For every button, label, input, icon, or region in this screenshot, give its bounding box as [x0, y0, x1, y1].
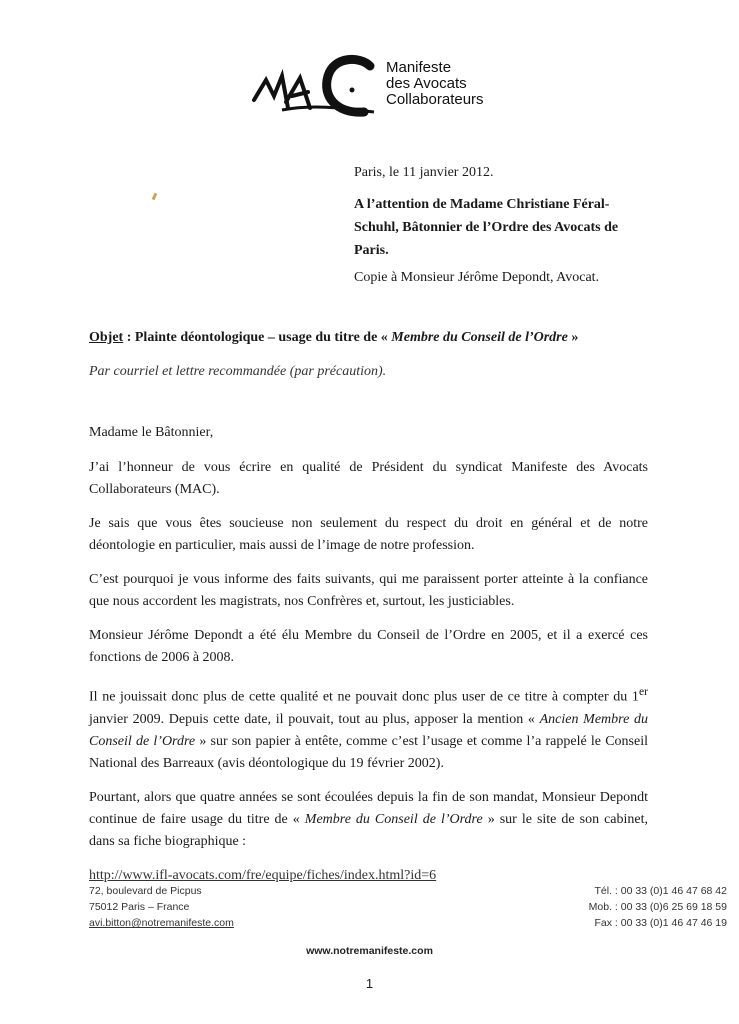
logo-line-3: Collaborateurs: [386, 91, 484, 108]
sent-by-line: Par courriel et lettre recommandée (par précaution).: [89, 364, 387, 379]
salutation: Madame le Bâtonnier,: [89, 425, 214, 440]
p5-italic: Ancien Membre du Conseil de l’Ordre: [89, 711, 648, 749]
footer-email-link[interactable]: avi.bitton@notremanifeste.com: [89, 917, 234, 929]
paragraph-6: [89, 787, 648, 853]
paragraph-4: Monsieur Jérôme Depondt a été élu Membre du Conseil de l’Ordre en 2005, et il a exercé ces fonctions de 2006 à 2008.: [89, 628, 648, 665]
paragraph-1: J’ai l’honneur de vous écrire en qualité de Président du syndicat Manifeste des Avocats Collaborateurs (MAC).: [89, 460, 648, 497]
paragraph-5: [89, 681, 648, 775]
letter-copy: Copie à Monsieur Jérôme Depondt, Avocat.: [354, 270, 600, 285]
object-title: Membre du Conseil de l’Ordre: [391, 330, 568, 345]
footer-website-link[interactable]: www.notremanifeste.com: [306, 945, 433, 957]
letter-recipient: A l’attention de Madame Christiane Féral-Schuhl, Bâtonnier de l’Ordre des Avocats de Paris.: [354, 197, 619, 258]
p5-part-c: » sur son papier à entête, comme c’est l’usage et comme l’a rappelé le Conseil National des Barreaux (avis déontologique du 19 février 2002).: [89, 733, 648, 771]
p6-part-b: » sur le site de son cabinet, dans sa fiche biographique :: [89, 811, 648, 849]
paragraph-2: Je sais que vous êtes soucieuse non seulement du respect du droit en général et de notre déontologie en particulier, mais aussi de l’image de notre profession.: [89, 516, 648, 553]
biography-url-link[interactable]: http://www.ifl-avocats.com/fre/equipe/fiches/index.html?id=6: [89, 867, 437, 883]
page-number: 1: [365, 976, 374, 991]
letter-date: Paris, le 11 janvier 2012.: [354, 165, 494, 180]
logo-text: [386, 60, 484, 108]
p5-part-b: janvier 2009. Depuis cette date, il pouvait, tout au plus, apposer la mention «: [89, 711, 540, 727]
paragraph-3: C’est pourquoi je vous informe des faits suivants, qui me paraissent porter atteinte à la confiance que nous accordent les magistrats, nos Confrères et, surtout, les justiciables.: [89, 572, 648, 609]
footer-address-line-2: 75012 Paris – France: [89, 901, 190, 913]
p6-italic: Membre du Conseil de l’Ordre: [304, 811, 483, 827]
letter-body: [89, 457, 648, 899]
footer-fax: Fax : 00 33 (0)1 46 47 46 19: [594, 917, 727, 929]
p5-part-a: Il ne jouissait donc plus de cette qualité et ne pouvait donc plus user de ce titre à compter du 1: [89, 689, 639, 705]
footer-phones: [589, 883, 727, 931]
logo-line-2: des Avocats: [386, 75, 467, 92]
object-label: Objet: [89, 330, 124, 345]
footer-tel: Tél. : 00 33 (0)1 46 47 68 42: [594, 885, 727, 897]
paper-mark: [152, 193, 158, 201]
p5-sup: er: [638, 685, 648, 698]
footer-address: [89, 883, 234, 931]
p6-part-a: Pourtant, alors que quatre années se sont écoulées depuis la fin de son mandat, Monsieur Depondt continue de faire usage du titre de «: [89, 789, 648, 827]
logo-line-1: Manifeste: [386, 59, 452, 76]
footer-address-line-1: 72, boulevard de Picpus: [89, 885, 202, 897]
mac-logo-mark-icon: [252, 52, 387, 128]
object-text: : Plainte déontologique – usage du titre de «: [123, 330, 392, 345]
object-end: »: [567, 330, 579, 345]
mac-logo: [252, 52, 502, 128]
letter-object: [89, 330, 578, 346]
footer-mob: Mob. : 00 33 (0)6 25 69 18 59: [588, 901, 727, 913]
